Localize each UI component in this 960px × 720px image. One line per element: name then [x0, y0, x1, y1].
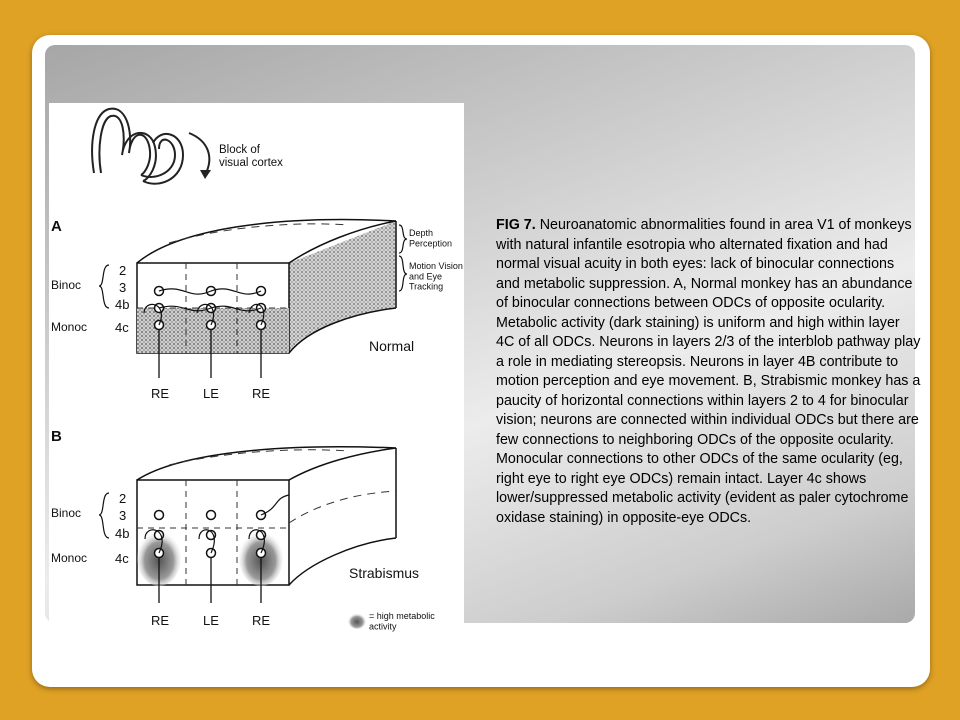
panel-b-monoc: Monoc	[51, 551, 88, 565]
panel-b-layer-3: 3	[119, 508, 127, 523]
text-line: visual cortex	[219, 157, 283, 170]
curved-arrow-icon	[189, 133, 209, 175]
panel-b-col-1: RE	[150, 613, 170, 628]
panel-b-layer-4c: 4c	[115, 551, 129, 566]
text-line: Tracking	[409, 281, 444, 292]
panel-b-col-3: RE	[251, 613, 271, 628]
panel-b-condition: Strabismus	[349, 565, 420, 581]
panel-a	[51, 218, 463, 401]
legend-swatch-icon	[348, 613, 366, 629]
caption-text: Neuroanatomic abnormalities found in area V1 of monkeys with natural infantile esotropia who alternated fixation and had normal visual acuity in both eyes: lack of binocular connections and metabolic suppression. A, Normal monkey has an abundance of binocular connections between ODCs of opposite ocularity. Metabolic activity (dark staining) is uniform and high within layer 4C of all ODCs. Neurons in layers 2/3 of the interblob pathway play a role in mediating stereopsis. Neurons in layer 4B contribute to motion perception and eye movement. B, Strabismic monkey has a paucity of horizontal connections within layers 2 to 4 for binocular vision; neurons are connected within individual ODCs but there are few connections to neighboring ODCs of the opposite ocularity. Monocular connections to other ODCs of the same ocularity (eg, right eye to right eye ODCs) remain intact. Layer 4c shows lower/suppressed metabolic activity (evident as paler cytochrome oxidase staining) in opposite-eye ODCs.	[496, 217, 921, 526]
text-line: and Eye	[409, 271, 443, 282]
panel-a-monoc: Monoc	[51, 320, 88, 334]
panel-a-col-2: LE	[203, 386, 219, 401]
text-line: activity	[369, 621, 397, 632]
block-label-line1: Block of	[219, 144, 260, 156]
panel-a-binoc: Binoc	[51, 278, 82, 292]
figure-caption	[496, 216, 921, 528]
panel-b-col-2: LE	[203, 613, 219, 628]
panel-a-layer-2: 2	[119, 263, 127, 278]
annotation-motion: Motion Vision and Eye Tracking	[409, 261, 463, 292]
figure-panel	[49, 103, 464, 635]
panel-b-layer-2: 2	[119, 491, 127, 506]
caption-label: FIG 7.	[496, 217, 536, 233]
panel-a-layer-4b: 4b	[115, 297, 130, 312]
panel-b-binoc: Binoc	[51, 506, 82, 520]
panel-a-col-3: RE	[251, 386, 271, 401]
annotation-depth: Depth Perception	[409, 228, 453, 249]
brain-outline-icon	[92, 109, 183, 184]
arrow-head-icon	[200, 170, 211, 179]
panel-b	[51, 428, 435, 631]
panel-b-letter: B	[51, 428, 62, 445]
panel-a-letter: A	[51, 218, 62, 235]
panel-b-layer-4b: 4b	[115, 526, 130, 541]
legend-text: = high metabolic activity	[369, 611, 435, 632]
panel-a-condition: Normal	[369, 338, 415, 354]
panel-a-col-1: RE	[150, 386, 170, 401]
text-line: Perception	[409, 238, 453, 249]
block-label	[219, 144, 283, 169]
panel-a-layer-4c: 4c	[115, 320, 129, 335]
panel-a-layer-3: 3	[119, 280, 127, 295]
